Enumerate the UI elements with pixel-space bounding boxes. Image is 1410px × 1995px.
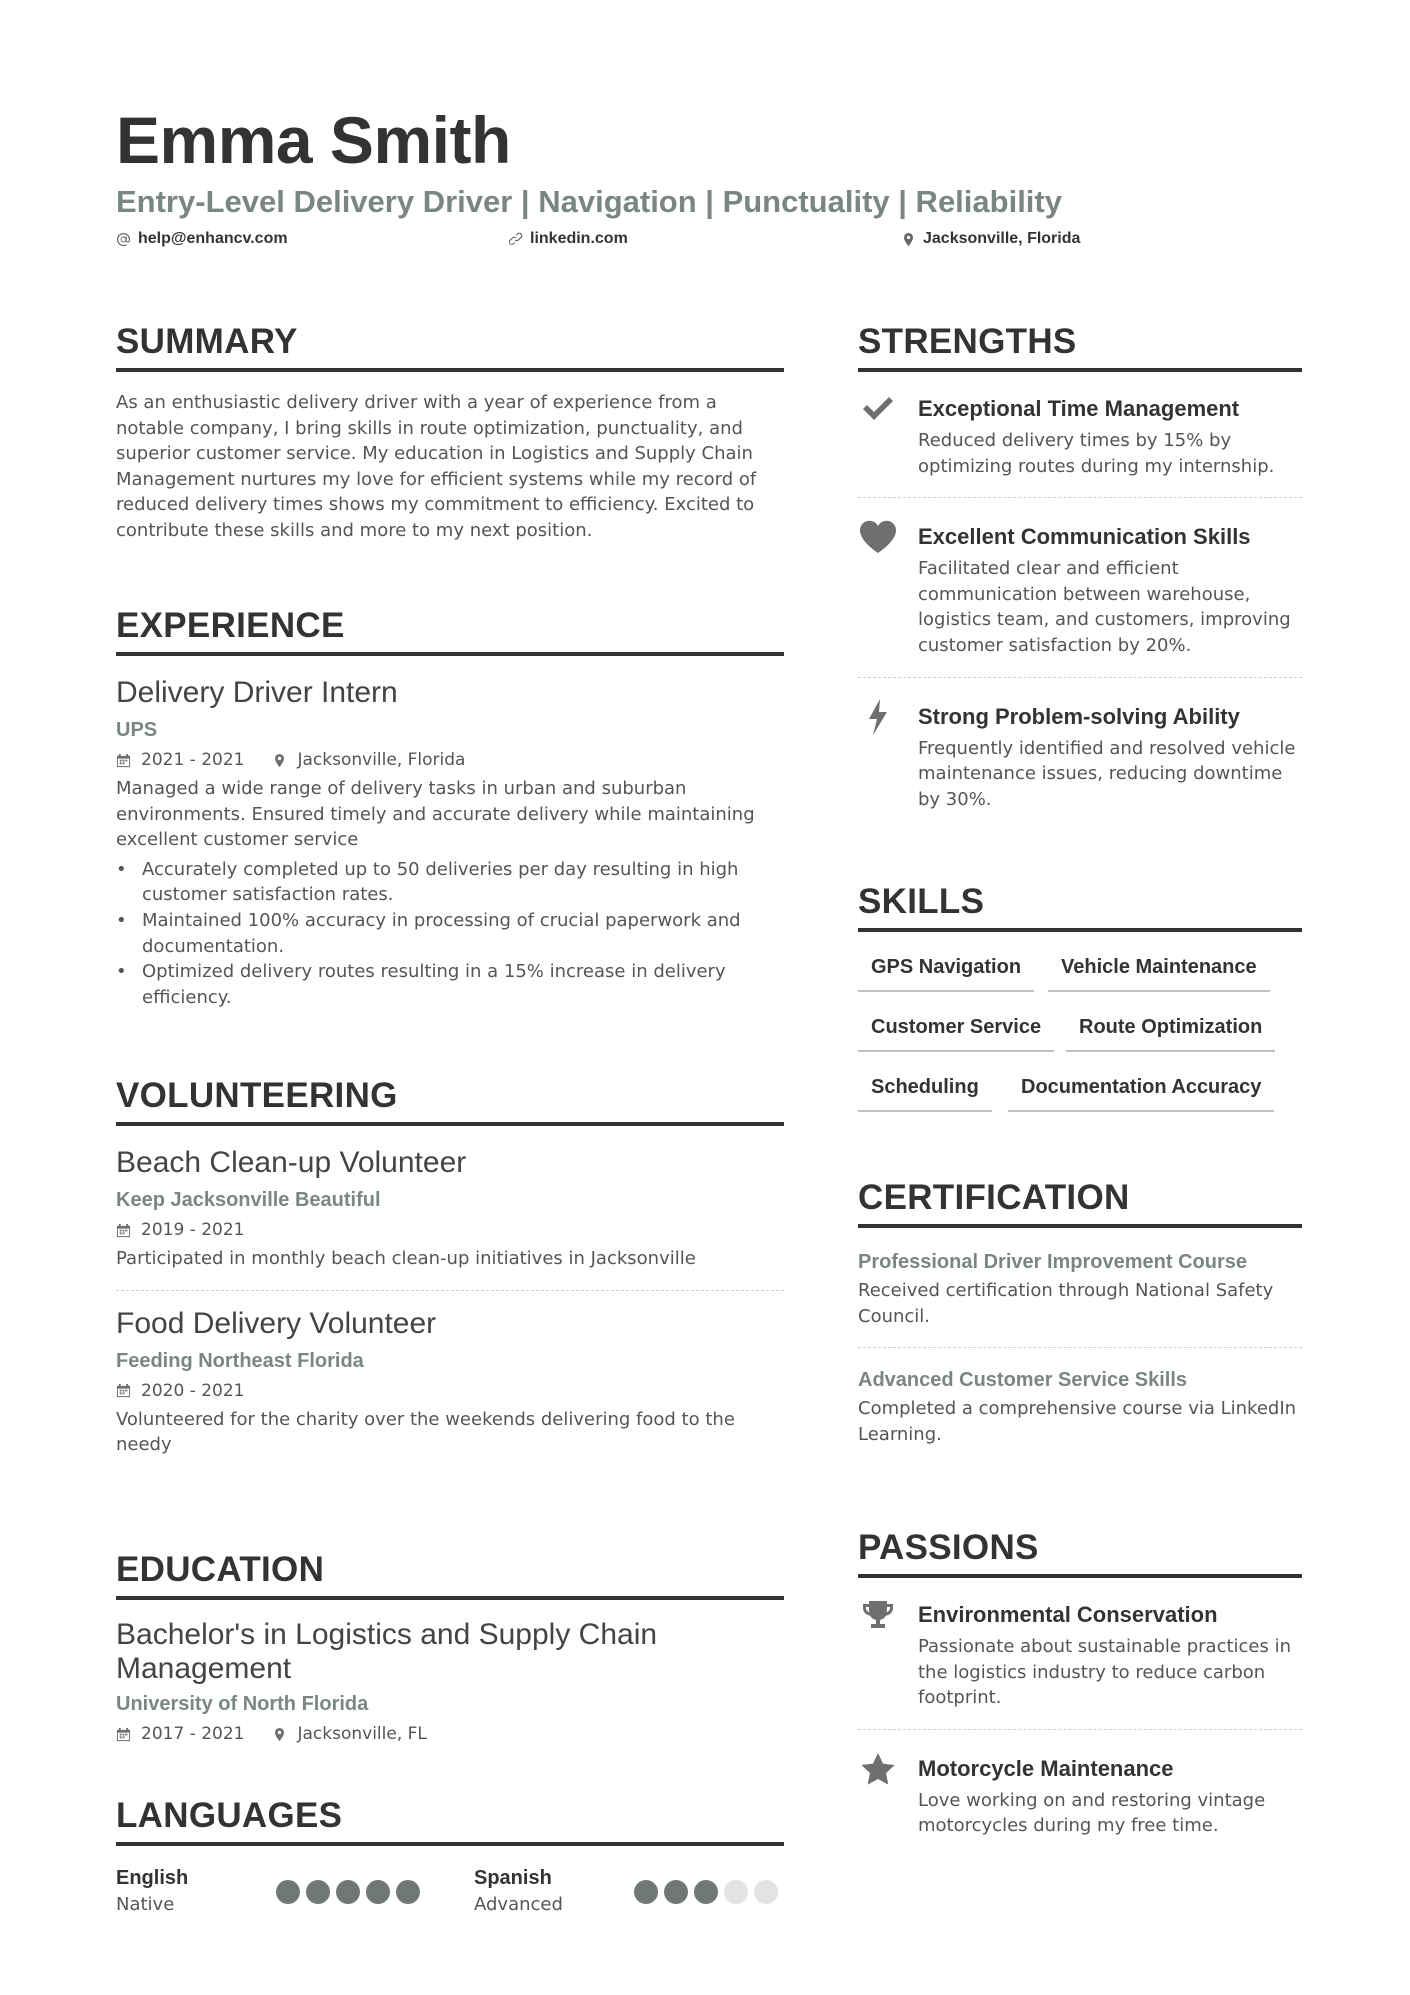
link-icon — [508, 232, 523, 247]
strength-description: Reduced delivery times by 15% by optimizing routes during my internship. — [918, 430, 1275, 477]
strength-item — [858, 520, 1302, 676]
languages-section — [116, 1794, 784, 1934]
strength-item — [858, 700, 1302, 813]
education-entry — [116, 1618, 784, 1748]
skill-tag: Documentation Accuracy — [1008, 1072, 1274, 1112]
experience-bullet: • Optimized delivery routes resulting in a 15% increase in delivery efficiency. — [116, 959, 784, 1010]
summary-text: As an enthusiastic delivery driver with a year of experience from a notable company, I bring skills in route optimization, punctuality, and superior customer service. My education in Logistics and Supply Chain Management nurtures my love for efficient systems while my record of reduced delivery times shows my commitment to efficiency. Excited to contribute these skills and more to my next position. — [116, 392, 757, 541]
certification-item — [858, 1248, 1302, 1347]
education-section — [116, 1548, 784, 1748]
rating-dot-filled — [366, 1880, 390, 1904]
education-meta — [116, 1720, 784, 1748]
contact-linkedin-text: linkedin.com — [530, 230, 628, 247]
language-item — [116, 1864, 426, 1924]
passions-section — [858, 1526, 1302, 1839]
language-name: Spanish — [474, 1867, 552, 1889]
passion-item — [858, 1752, 1302, 1839]
language-name: English — [116, 1867, 189, 1889]
experience-location — [272, 746, 465, 774]
calendar-icon — [116, 753, 131, 768]
strength-title: Strong Problem-solving Ability — [918, 703, 1240, 729]
strength-title: Exceptional Time Management — [918, 396, 1240, 421]
volunteering-description: Participated in monthly beach clean-up initiatives in Jacksonville — [116, 1248, 696, 1269]
entry-divider — [858, 1729, 1302, 1730]
volunteering-role: Food Delivery Volunteer — [116, 1306, 437, 1340]
experience-bullets — [116, 857, 784, 1011]
language-level: Advanced — [474, 1894, 563, 1915]
education-location — [272, 1720, 426, 1748]
experience-company: UPS — [116, 719, 158, 741]
bolt-icon — [858, 700, 898, 734]
education-degree: Bachelor's in Logistics and Supply Chain Management — [116, 1618, 658, 1685]
volunteering-dates: 2020 - 2021 — [141, 1380, 245, 1401]
rating-dot-filled — [396, 1880, 420, 1904]
education-heading: EDUCATION — [116, 1548, 784, 1600]
experience-heading: EXPERIENCE — [116, 604, 784, 656]
language-rating — [276, 1880, 420, 1904]
strength-description: Facilitated clear and efficient communication between warehouse, logistics team, and customers, improving customer satisfaction by 20%. — [918, 558, 1291, 656]
experience-location-text: Jacksonville, Florida — [297, 750, 466, 770]
entry-divider — [858, 1347, 1302, 1348]
skill-tag: Vehicle Maintenance — [1048, 952, 1270, 992]
location-pin-icon — [901, 232, 916, 247]
languages-list — [116, 1864, 784, 1934]
experience-meta — [116, 746, 784, 774]
experience-role: Delivery Driver Intern — [116, 676, 398, 709]
skill-tag: GPS Navigation — [858, 952, 1034, 992]
certification-title: Professional Driver Improvement Course — [858, 1251, 1248, 1273]
skills-list — [858, 952, 1302, 1132]
volunteering-org: Feeding Northeast Florida — [116, 1349, 364, 1372]
summary-section — [116, 320, 784, 544]
passion-title: Environmental Conservation — [918, 1602, 1218, 1627]
passion-description: Passionate about sustainable practices in the logistics industry to reduce carbon footprint. — [918, 1636, 1291, 1709]
rating-dot-filled — [276, 1880, 300, 1904]
experience-bullet: • Accurately completed up to 50 deliveries per day resulting in high customer satisfaction rates. — [116, 857, 784, 908]
candidate-name: Emma Smith — [116, 103, 511, 177]
language-item — [474, 1864, 784, 1924]
volunteering-meta — [116, 1216, 784, 1244]
volunteering-section — [116, 1074, 784, 1458]
strength-description: Frequently identified and resolved vehicle maintenance issues, reducing downtime by 30%. — [918, 737, 1296, 810]
certification-item — [858, 1366, 1302, 1447]
certification-section — [858, 1176, 1302, 1447]
passion-item — [858, 1598, 1302, 1729]
check-icon — [858, 392, 898, 426]
certification-description: Received certification through National Safety Council. — [858, 1280, 1274, 1327]
skills-heading: SKILLS — [858, 880, 1302, 932]
contact-email[interactable] — [116, 230, 288, 248]
volunteering-description: Volunteered for the charity over the weekends delivering food to the needy — [116, 1408, 735, 1456]
rating-dot-filled — [634, 1880, 658, 1904]
entry-divider — [858, 677, 1302, 678]
skills-section — [858, 880, 1302, 1132]
summary-heading: SUMMARY — [116, 320, 784, 372]
volunteering-entry — [116, 1305, 784, 1458]
strength-title: Excellent Communication Skills — [918, 524, 1251, 550]
contact-email-text: help@enhancv.com — [138, 230, 288, 247]
experience-entry — [116, 674, 784, 1010]
contact-linkedin[interactable] — [508, 230, 628, 248]
calendar-icon — [116, 1223, 131, 1238]
certification-heading: CERTIFICATION — [858, 1176, 1302, 1228]
candidate-title: Entry-Level Delivery Driver | Navigation | Punctuality | Reliability — [116, 184, 1062, 219]
heart-icon — [858, 520, 898, 554]
volunteering-heading: VOLUNTEERING — [116, 1074, 784, 1126]
calendar-icon — [116, 1727, 131, 1742]
experience-bullet: • Maintained 100% accuracy in processing of crucial paperwork and documentation. — [116, 908, 784, 959]
star-icon — [858, 1752, 898, 1786]
languages-heading: LANGUAGES — [116, 1794, 784, 1846]
strength-item — [858, 392, 1302, 497]
entry-divider — [116, 1290, 784, 1291]
experience-dates: 2021 - 2021 — [141, 750, 245, 770]
at-icon — [116, 232, 131, 247]
volunteering-meta — [116, 1377, 784, 1405]
rating-dot-filled — [336, 1880, 360, 1904]
skill-tag: Scheduling — [858, 1072, 992, 1112]
contact-bar — [116, 230, 1296, 260]
skill-tag: Customer Service — [858, 1012, 1054, 1052]
rating-dot-filled — [694, 1880, 718, 1904]
certification-description: Completed a comprehensive course via LinkedIn Learning. — [858, 1398, 1297, 1445]
location-pin-icon — [272, 1727, 287, 1742]
volunteering-entry — [116, 1144, 784, 1290]
rating-dot-filled — [664, 1880, 688, 1904]
entry-divider — [858, 497, 1302, 498]
calendar-icon — [116, 1383, 131, 1398]
skill-tag: Route Optimization — [1066, 1012, 1275, 1052]
language-rating — [634, 1880, 778, 1904]
contact-location — [901, 230, 1080, 248]
passion-title: Motorcycle Maintenance — [918, 1755, 1174, 1781]
volunteering-dates: 2019 - 2021 — [141, 1220, 245, 1240]
rating-dot-empty — [724, 1880, 748, 1904]
education-dates: 2017 - 2021 — [141, 1724, 245, 1744]
passions-heading: PASSIONS — [858, 1526, 1302, 1578]
strengths-section — [858, 320, 1302, 812]
rating-dot-empty — [754, 1880, 778, 1904]
education-location-text: Jacksonville, FL — [297, 1724, 427, 1744]
contact-location-text: Jacksonville, Florida — [923, 230, 1081, 247]
resume-header — [116, 100, 1296, 260]
passion-description: Love working on and restoring vintage motorcycles during my free time. — [918, 1789, 1266, 1837]
trophy-icon — [858, 1598, 898, 1632]
rating-dot-filled — [306, 1880, 330, 1904]
education-school: University of North Florida — [116, 1693, 369, 1715]
language-level: Native — [116, 1894, 175, 1915]
strengths-heading: STRENGTHS — [858, 320, 1302, 372]
certification-title: Advanced Customer Service Skills — [858, 1369, 1188, 1392]
volunteering-role: Beach Clean-up Volunteer — [116, 1146, 467, 1179]
volunteering-org: Keep Jacksonville Beautiful — [116, 1189, 381, 1211]
location-pin-icon — [272, 753, 287, 768]
experience-section — [116, 604, 784, 1010]
experience-description: Managed a wide range of delivery tasks in urban and suburban environments. Ensured timely and accurate delivery while maintaining excellent customer service — [116, 778, 755, 851]
